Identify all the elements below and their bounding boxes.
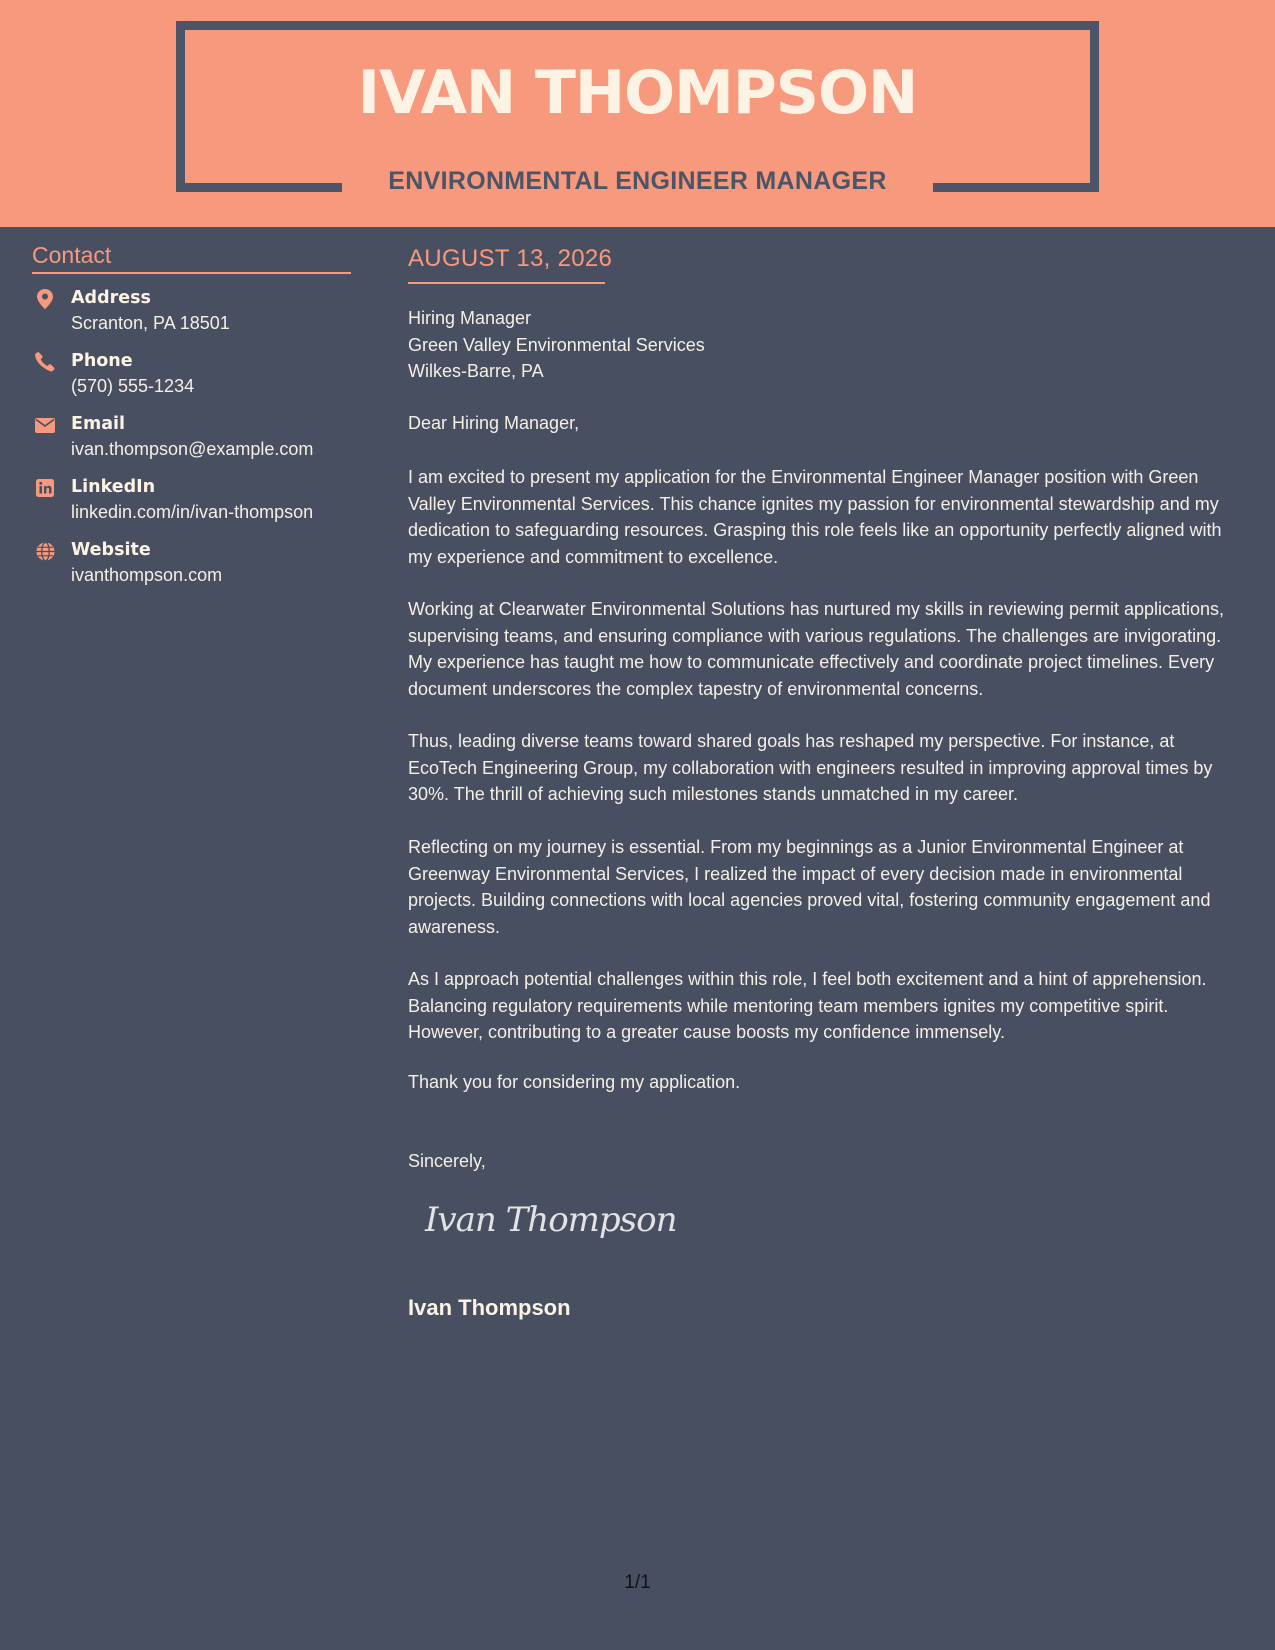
job-title: ENVIRONMENTAL ENGINEER MANAGER <box>388 167 887 195</box>
applicant-name: IVAN THOMPSON <box>357 58 918 128</box>
contact-heading: Contact <box>32 242 112 268</box>
closing-thanks: Thank you for considering my application. <box>408 1072 741 1092</box>
contact-item-linkedin <box>32 477 362 533</box>
contact-label: Website <box>71 540 151 560</box>
recipient-line: Hiring Manager <box>408 308 532 328</box>
contact-value: ivanthompson.com <box>71 565 223 585</box>
frame-border-bottom-left <box>176 183 342 192</box>
globe-icon <box>34 540 56 562</box>
frame-border-right <box>1090 21 1099 192</box>
closing: Sincerely, <box>408 1151 486 1171</box>
body-paragraph: Working at Clearwater Environmental Solutions has nurtured my skills in reviewing permit applications, supervising teams, and ensuring compliance with various regulations. The challenges are invigorating. My experience has taught me how to communicate effectively and coordinate project timelines. Every document underscores the complex tapestry of environmental concerns. <box>408 599 1225 699</box>
contact-label: Email <box>71 414 125 434</box>
phone-icon <box>34 351 56 373</box>
contact-value: Scranton, PA 18501 <box>71 313 230 333</box>
page-number: 1/1 <box>624 1572 651 1593</box>
body-paragraph: As I approach potential challenges within this role, I feel both excitement and a hint of apprehension. Balancing regulatory requirements while mentoring team members ignites my competitive spirit. However, contributing to a greater cause boosts my confidence immensely. <box>408 969 1207 1042</box>
map-pin-icon <box>34 288 56 310</box>
recipient-line: Green Valley Environmental Services <box>408 334 705 355</box>
contact-label: LinkedIn <box>71 477 156 497</box>
contact-item-address <box>32 288 362 344</box>
signature-image: Ivan Thompson <box>425 1200 677 1240</box>
frame-border-bottom-right <box>933 183 1099 192</box>
header-banner <box>0 0 1275 227</box>
contact-value: (570) 555-1234 <box>71 376 195 396</box>
body-paragraph: Thus, leading diverse teams toward shared goals has reshaped my perspective. For instance, at EcoTech Engineering Group, my collaboration with engineers resulted in improving approval times by 30%. The thrill of achieving such milestones stands unmatched in my career. <box>408 731 1213 804</box>
envelope-icon <box>34 414 56 436</box>
frame-border-left <box>176 21 185 192</box>
contact-label: Phone <box>71 351 133 371</box>
contact-value: linkedin.com/in/ivan-thompson <box>71 502 314 522</box>
contact-value: ivan.thompson@example.com <box>71 439 314 459</box>
contact-divider <box>32 272 351 274</box>
date-divider <box>408 282 605 284</box>
body-paragraph: I am excited to present my application for the Environmental Engineer Manager position with Green Valley Environmental Services. This chance ignites my passion for environmental stewardship and my dedication to safeguarding resources. Grasping this role feels like an opportunity perfectly aligned with my experience and commitment to excellence. <box>408 467 1222 567</box>
salutation: Dear Hiring Manager, <box>408 413 580 433</box>
frame-border-top <box>176 21 1099 30</box>
contact-label: Address <box>71 288 151 308</box>
linkedin-icon <box>34 477 56 499</box>
letter-date: AUGUST 13, 2026 <box>408 245 613 272</box>
contact-item-email <box>32 414 362 470</box>
recipient-block <box>408 305 705 385</box>
contact-item-website <box>32 540 362 596</box>
recipient-line: Wilkes-Barre, PA <box>408 361 544 381</box>
contact-item-phone <box>32 351 362 407</box>
signer-name: Ivan Thompson <box>408 1295 571 1320</box>
body-paragraph: Reflecting on my journey is essential. From my beginnings as a Junior Environmental Engineer at Greenway Environmental Services, I realized the impact of every decision made in environmental projects. Building connections with local agencies proved vital, fostering community engagement and awareness. <box>408 837 1211 937</box>
